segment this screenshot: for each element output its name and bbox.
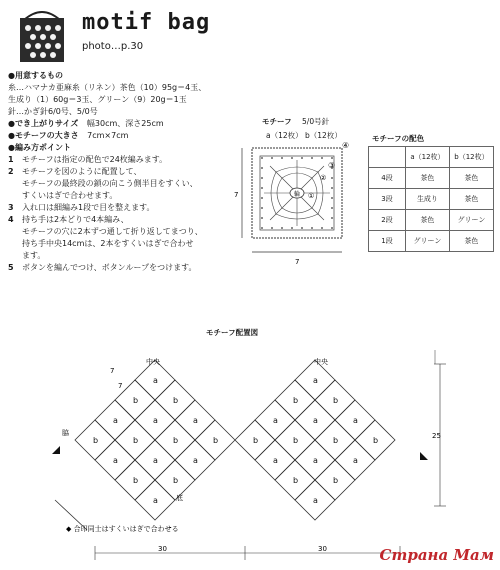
point-number: 4 xyxy=(8,215,14,224)
point-text: 入れ口は細編み1段で目を整えます。 xyxy=(22,203,155,212)
color-table-header xyxy=(369,147,494,168)
color-table-cell: 茶色 xyxy=(449,168,493,189)
center-label-left: 中央 xyxy=(146,358,160,366)
color-table-cell: 3段 xyxy=(369,189,406,210)
motif-cell-label: b xyxy=(253,436,259,445)
motif-cell-label: a xyxy=(313,496,318,505)
motif-cell-label: a xyxy=(273,416,278,425)
dim7-label-side: 7 xyxy=(118,382,123,390)
motif-cell-label: b xyxy=(293,396,299,405)
motif-cell-label: b xyxy=(293,436,299,445)
motif-cell-label: b xyxy=(293,476,299,485)
join-note: ◆ 合印同士はすくいはぎで合わせる xyxy=(66,525,179,533)
color-table-title: モチーフの配色 xyxy=(372,134,425,143)
dim7-label-top: 7 xyxy=(110,367,115,375)
materials-line: 生成り（1）60g＝3玉、グリーン（9）20g＝1玉 xyxy=(8,95,187,104)
point-number: 3 xyxy=(8,203,14,212)
motif-cell-label: b xyxy=(133,476,139,485)
color-table-cell: 生成り xyxy=(406,189,450,210)
motif-cell-label: a xyxy=(313,376,318,385)
motif-cell-label: a xyxy=(153,496,158,505)
motif-cell-label: b xyxy=(373,436,379,445)
point-text: すくいはぎで合わせます。 xyxy=(22,191,118,200)
motif-width-dim: 7 xyxy=(295,258,300,266)
color-table-cell: b（12枚） xyxy=(449,147,493,168)
point-text: ます。 xyxy=(22,251,46,260)
motif-cell-label: b xyxy=(333,396,339,405)
table-row xyxy=(369,168,494,189)
point-text: モチーフの最終段の鎖の向こう側半目をすくい、 xyxy=(22,179,198,188)
point-item xyxy=(8,202,206,214)
size-row xyxy=(8,118,206,130)
motif-cell-label: a xyxy=(313,416,318,425)
color-table-cell: 4段 xyxy=(369,168,406,189)
round-4-label: ④ xyxy=(342,141,350,150)
color-table xyxy=(368,146,494,252)
point-item xyxy=(8,154,206,166)
center-label-right: 中央 xyxy=(314,358,328,366)
materials-line: 糸…ハマナカ亜麻糸（リネン）茶色（10）95g＝4玉、 xyxy=(8,83,207,92)
point-text: 持ち手中央14cmは、2本をすくいはぎで合わせ xyxy=(22,239,194,248)
color-table-cell: 茶色 xyxy=(449,231,493,252)
motif-layout-diagram xyxy=(0,338,500,570)
points-heading: ●編み方ポイント xyxy=(8,143,71,152)
point-number: 2 xyxy=(8,167,14,176)
point-number: 5 xyxy=(8,263,14,272)
size-label: ●でき上がりサイズ xyxy=(8,119,79,128)
width-dim-left: 30 xyxy=(158,545,167,553)
height-dim: 25 xyxy=(432,432,441,440)
motif-cell-label: a xyxy=(353,416,358,425)
color-table-cell: a（12枚） xyxy=(406,147,450,168)
site-watermark: Страна Мам xyxy=(379,546,494,564)
table-row xyxy=(369,231,494,252)
motif-cell-label: b xyxy=(133,436,139,445)
point-item xyxy=(8,262,206,274)
motif-cell-label: b xyxy=(333,476,339,485)
materials-heading: ●用意するもの xyxy=(8,71,63,80)
motif-cell-label: b xyxy=(93,436,99,445)
motif-chart-title-row xyxy=(262,116,329,127)
table-row xyxy=(369,210,494,231)
motif-cell-label: a xyxy=(153,456,158,465)
motif-cell-label: a xyxy=(153,376,158,385)
motif-cell-label: a xyxy=(113,416,118,425)
motif-crochet-chart xyxy=(232,140,352,270)
point-text: ボタンを編んでつけ、ボタンループをつけます。 xyxy=(22,263,197,272)
motif-needle: 5/0号針 xyxy=(302,117,330,126)
color-table-cell: 茶色 xyxy=(406,168,450,189)
point-text: 持ち手は2本どりで4本編み、 xyxy=(22,215,129,224)
point-text: モチーフを図のように配置して、 xyxy=(22,167,142,176)
motif-size-value: 7cm×7cm xyxy=(87,131,129,140)
motif-cell-label: a xyxy=(353,456,358,465)
motif-chart-title: モチーフ xyxy=(262,117,292,126)
motif-cell-label: b xyxy=(213,436,219,445)
color-table-cell: グリーン xyxy=(406,231,450,252)
motif-size-row xyxy=(8,130,206,142)
motif-center-label: 輪 xyxy=(293,191,301,198)
round-3-label: ③ xyxy=(328,161,336,170)
motif-cell-label: b xyxy=(333,436,339,445)
color-table-cell: 茶色 xyxy=(449,189,493,210)
color-table-cell: 2段 xyxy=(369,210,406,231)
motif-cell-label: a xyxy=(313,456,318,465)
size-value: 幅30cm、深さ25cm xyxy=(86,119,164,128)
color-table-cell: 茶色 xyxy=(406,210,450,231)
motif-cell-label: a xyxy=(273,456,278,465)
motif-cell-label: b xyxy=(133,396,139,405)
bottom-label: 底 xyxy=(176,494,183,502)
bag-photo-thumbnail xyxy=(14,6,70,64)
color-table-cell xyxy=(369,147,406,168)
materials-line: 針…かぎ針6/0号、5/0号 xyxy=(8,107,98,116)
motif-cell-label: a xyxy=(153,416,158,425)
color-table-cell: 1段 xyxy=(369,231,406,252)
point-number: 1 xyxy=(8,155,14,164)
motif-cell-label: b xyxy=(173,396,179,405)
motif-cell-label: a xyxy=(113,456,118,465)
motif-cell-label: b xyxy=(173,436,179,445)
table-row xyxy=(369,189,494,210)
color-table-cell: グリーン xyxy=(449,210,493,231)
layout-chart-title: モチーフ配置図 xyxy=(206,328,259,337)
point-item xyxy=(8,166,206,178)
side-label: 脇 xyxy=(62,429,69,437)
motif-cell-label: b xyxy=(173,476,179,485)
motif-cell-label: a xyxy=(193,456,198,465)
point-text: モチーフは指定の配色で24枚編みます。 xyxy=(22,155,168,164)
motif-cell-label: a xyxy=(193,416,198,425)
motif-size-label: ●モチーフの大きさ xyxy=(8,131,79,140)
motif-height-dim: 7 xyxy=(234,191,239,199)
point-item xyxy=(8,214,206,226)
page-title: motif bag xyxy=(82,10,211,35)
point-text: モチーフの穴に2本ずつ通して折り返してまつり、 xyxy=(22,227,203,236)
materials-section xyxy=(8,70,206,274)
motif-legend: a（12枚） b（12枚） xyxy=(266,131,342,140)
photo-reference: photo…p.30 xyxy=(82,41,144,52)
round-2-label: ② xyxy=(320,174,327,182)
width-dim-right: 30 xyxy=(318,545,327,553)
round-1-label: ① xyxy=(308,192,315,200)
